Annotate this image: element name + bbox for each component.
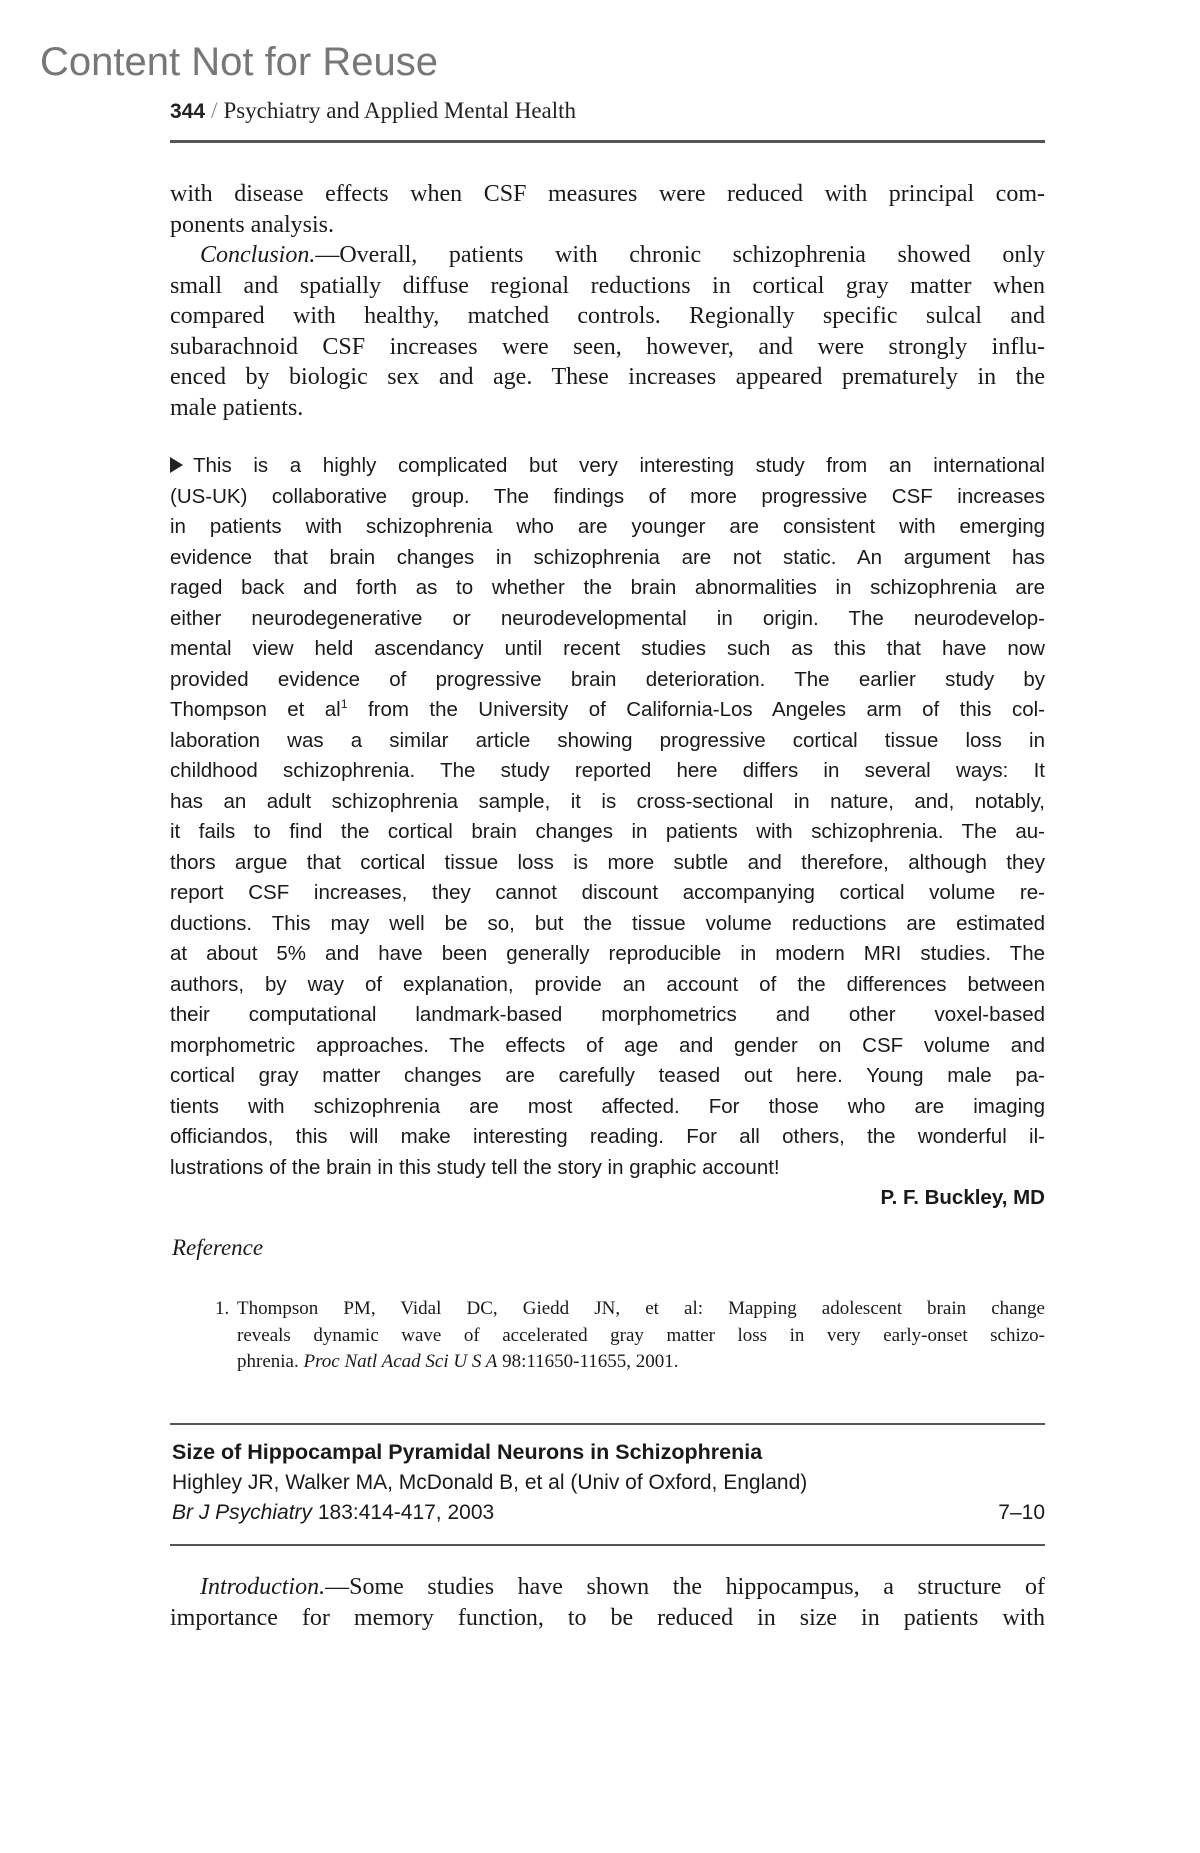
running-head bbox=[170, 98, 576, 124]
text-span: Thompson et al bbox=[170, 698, 341, 721]
journal-abbrev: Proc Natl Acad Sci U S A bbox=[303, 1351, 498, 1372]
text-line: authors, by way of explanation, provide an account of the differences between bbox=[170, 972, 1045, 996]
text-line: provided evidence of progressive brain deterioration. The earlier study by bbox=[170, 667, 1045, 691]
text-span: from the University of California-Los Angeles arm of this col- bbox=[347, 698, 1045, 721]
text-line bbox=[170, 695, 1045, 726]
text-line: mental view held ascendancy until recent studies such as this that have now bbox=[170, 637, 1045, 660]
text-line: raged back and forth as to whether the brain abnormalities in schizophrenia are bbox=[170, 576, 1045, 599]
reference-item bbox=[237, 1296, 1045, 1376]
triangle-bullet-icon bbox=[170, 457, 183, 473]
text-line: in patients with schizophrenia who are younger are consistent with emerging bbox=[170, 515, 1045, 538]
text-line bbox=[170, 451, 1045, 482]
text-line: subarachnoid CSF increases were seen, however, and were strongly influ- bbox=[170, 333, 1045, 360]
text-line: with disease effects when CSF measures were reduced with principal com- bbox=[170, 181, 1045, 207]
text-line: it fails to find the cortical brain changes in patients with schizophrenia. The au- bbox=[170, 820, 1045, 843]
commentary-signature: P. F. Buckley, MD bbox=[880, 1186, 1045, 1209]
text-line bbox=[170, 1572, 1045, 1603]
introduction bbox=[170, 1572, 1045, 1633]
page-number: 344 bbox=[170, 100, 206, 123]
journal-name: Br J Psychiatry bbox=[172, 1501, 313, 1524]
citation-superscript: 1 bbox=[340, 697, 348, 712]
text-line: lustrations of the brain in this study tell the story in graphic account! bbox=[170, 1155, 780, 1179]
article-code: 7–10 bbox=[998, 1501, 1045, 1524]
text-line: childhood schizophrenia. The study reported here differs in several ways: It bbox=[170, 759, 1045, 782]
text-line: small and spatially diffuse regional reductions in cortical gray matter when bbox=[170, 272, 1045, 299]
text-line: morphometric approaches. The effects of age and gender on CSF volume and bbox=[170, 1033, 1045, 1057]
text-span: This is a highly complicated but very interesting study from an international bbox=[193, 454, 1045, 477]
commentary bbox=[170, 451, 1045, 1183]
text-line: evidence that brain changes in schizophrenia are not static. An argument has bbox=[170, 545, 1045, 569]
text-span: —Some studies have shown the hippocampus, a structure of bbox=[325, 1574, 1045, 1600]
text-line: cortical gray matter changes are carefully teased out here. Young male pa- bbox=[170, 1064, 1045, 1087]
text-line: report CSF increases, they cannot discount accompanying cortical volume re- bbox=[170, 881, 1045, 904]
article-rule-bottom bbox=[170, 1544, 1045, 1546]
citation: 183:414-417, 2003 bbox=[312, 1501, 495, 1524]
text-span: 98:11650-11655, 2001. bbox=[497, 1351, 679, 1372]
header-rule bbox=[170, 140, 1045, 143]
conclusion-line bbox=[170, 240, 1045, 271]
text-line: male patients. bbox=[170, 394, 304, 421]
conclusion-label: Conclusion. bbox=[200, 242, 316, 268]
article-title: Size of Hippocampal Pyramidal Neurons in Schizophrenia bbox=[172, 1440, 763, 1464]
article-citation bbox=[172, 1501, 1045, 1525]
text-line: has an adult schizophrenia sample, it is cross-sectional in nature, and, notably, bbox=[170, 789, 1045, 813]
text-line: Thompson PM, Vidal DC, Giedd JN, et al: Mapping adolescent brain change bbox=[237, 1298, 1045, 1319]
text-line: enced by biologic sex and age. These increases appeared prematurely in the bbox=[170, 364, 1045, 390]
text-line: compared with healthy, matched controls. Regionally specific sulcal and bbox=[170, 303, 1045, 329]
text-span: —Overall, patients with chronic schizophrenia showed only bbox=[315, 242, 1045, 268]
text-line: either neurodegenerative or neurodevelopmental in origin. The neurodevelop- bbox=[170, 606, 1045, 630]
text-line: officiandos, this will make interesting reading. For all others, the wonderful il- bbox=[170, 1125, 1045, 1148]
text-line: reveals dynamic wave of accelerated gray matter loss in very early-onset schizo- bbox=[237, 1324, 1045, 1346]
journal-title: Psychiatry and Applied Mental Health bbox=[223, 98, 577, 123]
text-line: ponents analysis. bbox=[170, 211, 334, 238]
text-line: importance for memory function, to be reduced in size in patients with bbox=[170, 1604, 1045, 1631]
watermark: Content Not for Reuse bbox=[40, 40, 438, 84]
reference-heading: Reference bbox=[172, 1235, 264, 1260]
text-line: at about 5% and have been generally reproducible in modern MRI studies. The bbox=[170, 942, 1045, 965]
introduction-label: Introduction. bbox=[200, 1574, 326, 1600]
text-span: phrenia. bbox=[237, 1351, 304, 1372]
separator: / bbox=[211, 98, 218, 123]
text-line: laboration was a similar article showing progressive cortical tissue loss in bbox=[170, 728, 1045, 752]
text-line: their computational landmark-based morphometrics and other voxel-based bbox=[170, 1003, 1045, 1026]
text-line: (US-UK) collaborative group. The findings of more progressive CSF increases bbox=[170, 484, 1045, 508]
text-line: tients with schizophrenia are most affected. For those who are imaging bbox=[170, 1094, 1045, 1118]
text-line bbox=[237, 1349, 1045, 1376]
reference-number: 1. bbox=[215, 1298, 230, 1319]
abstract-end bbox=[170, 179, 1045, 423]
text-line: ductions. This may well be so, but the tissue volume reductions are estimated bbox=[170, 911, 1045, 935]
article-rule-top bbox=[170, 1423, 1045, 1425]
article-authors: Highley JR, Walker MA, McDonald B, et al (Univ of Oxford, England) bbox=[172, 1471, 808, 1494]
text-line: thors argue that cortical tissue loss is more subtle and therefore, although they bbox=[170, 850, 1045, 874]
